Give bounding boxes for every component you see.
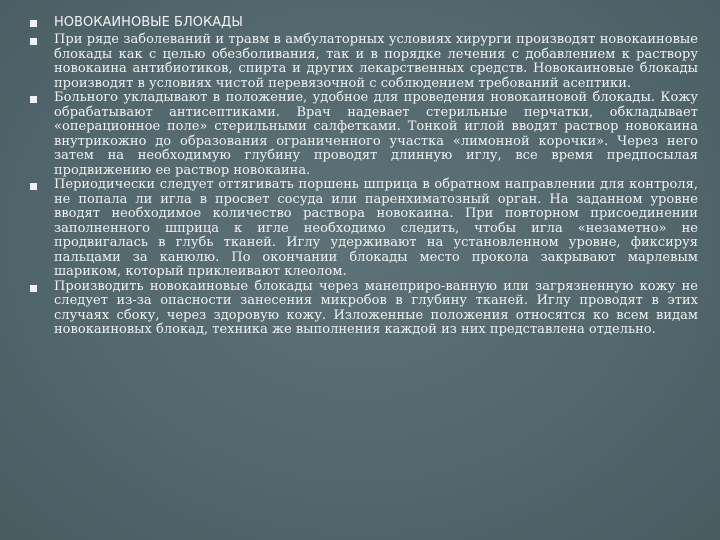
list-item [30,33,698,91]
square-bullet-icon [30,285,37,292]
paragraph-text: Больного укладывают в положение, удобное для проведения новокаиновой блокады. Кожу обрабатывают антисептиками. Врач надевает стерильные перчатки, обкладывает «операционное поле» стерильными салфетками. Тонкой иглой вводят раствор новокаина внутрикожно до образования ограниченного участка «лимонной корочки». Через него затем на необходимую глубину проводят длинную иглу, все время предпосылая продвижению ее раствор новокаина. [54,90,698,178]
list-item [30,91,698,178]
bullet-list [30,15,698,338]
square-bullet-icon [30,96,37,103]
list-item [30,280,698,338]
slide-title-item [30,15,698,30]
slide-title: НОВОКАИНОВЫЕ БЛОКАДЫ [54,15,243,30]
paragraph-text: При ряде заболеваний и травм в амбулаторных условиях хирурги производят новокаиновые блокады как с целью обезболивания, так и в порядке лечения с добавлением к раствору новокаина антибиотиков, спирта и других лекарственных средств. Новокаиновые блокады производят в условиях чистой перевязочной с соблюдением требований асептики. [54,32,698,91]
paragraph-text: Периодически следует оттягивать поршень шприца в обратном направлении для контроля, не попала ли игла в просвет сосуда или паренхиматозный орган. На заданном уровне вводят необходимое количество раствора новокаина. При повторном присоединении заполненного шприца к игле необходимо следить, чтобы игла «незаметно» не продвигалась в глубь тканей. Иглу удерживают на установленном уровне, фиксируя пальцами за канюлю. По окончании блокады место прокола закрывают марлевым шариком, который приклеивают клеолом. [54,177,698,279]
square-bullet-icon [30,38,37,45]
square-bullet-icon [30,20,37,27]
square-bullet-icon [30,183,37,190]
list-item [30,178,698,280]
paragraph-text: Производить новокаиновые блокады через манеприро-ванную или загрязненную кожу не следует из-за опасности занесения микробов в глубину тканей. Иглу проводят в этих случаях сбоку, через здоровую кожу. Изложенные положения относятся ко всем видам новокаиновых блокад, техника же выполнения каждой из них представлена отдельно. [54,278,698,337]
